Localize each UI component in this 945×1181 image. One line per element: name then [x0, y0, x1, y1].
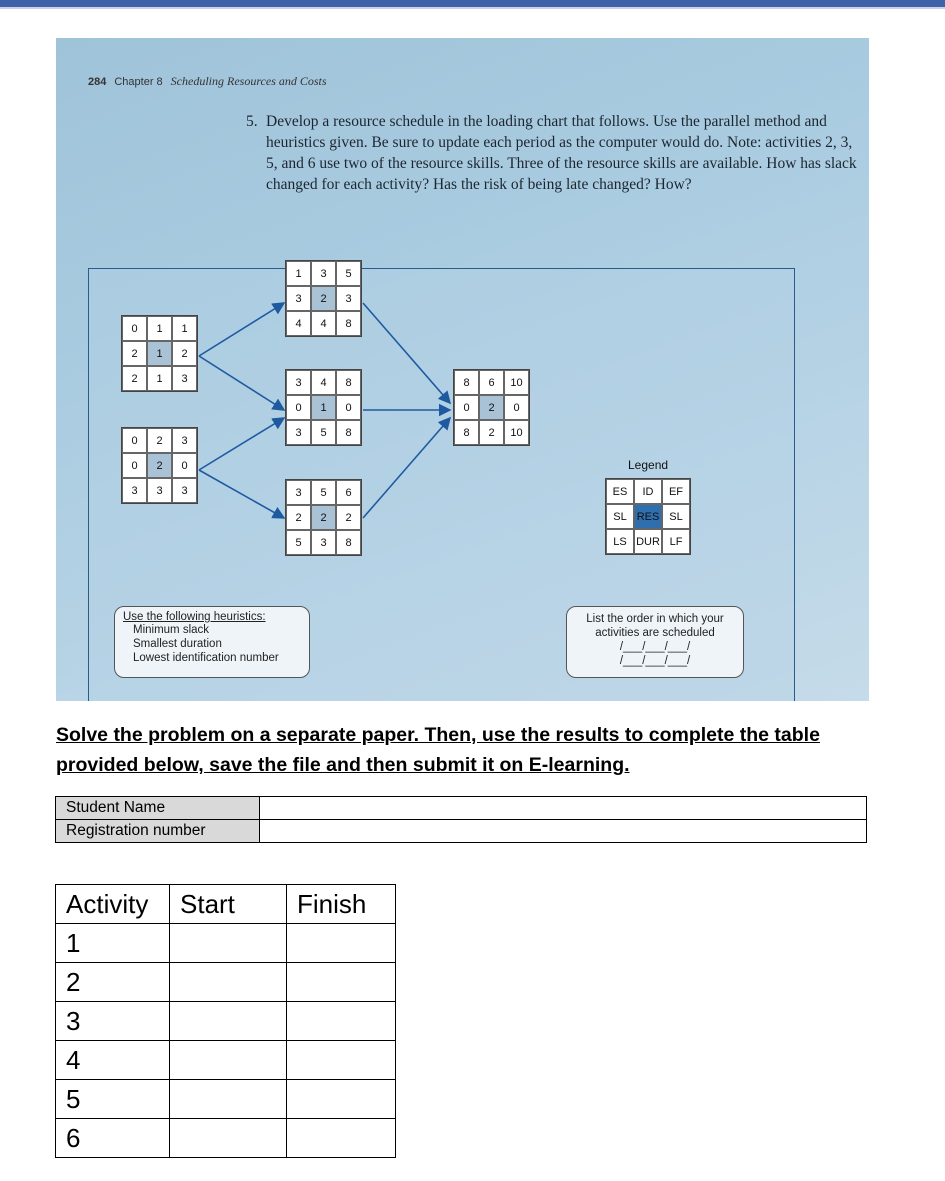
- activity-table: [55, 884, 396, 1158]
- node-cell: 3: [311, 261, 336, 286]
- finish-cell[interactable]: [287, 924, 396, 963]
- node-cell: 8: [336, 370, 361, 395]
- registration-number-label: Registration number: [56, 820, 260, 843]
- table-row: [56, 1080, 396, 1119]
- student-info-table: [55, 796, 867, 843]
- finish-cell[interactable]: [287, 963, 396, 1002]
- node-cell: 0: [122, 316, 147, 341]
- node-cell: 4: [286, 311, 311, 336]
- finish-cell[interactable]: [287, 1041, 396, 1080]
- arrow-1-3: [199, 303, 284, 356]
- arrow-1-4: [199, 356, 284, 410]
- table-row: [56, 963, 396, 1002]
- legend-cell: SL: [662, 504, 690, 529]
- activity-id: 5: [56, 1080, 170, 1119]
- start-cell[interactable]: [170, 963, 287, 1002]
- node-cell: 8: [336, 311, 361, 336]
- activity-id: 2: [56, 963, 170, 1002]
- node-cell-res: 2: [311, 505, 336, 530]
- finish-cell[interactable]: [287, 1080, 396, 1119]
- node-cell: 3: [172, 366, 197, 391]
- table-header-row: [56, 885, 396, 924]
- node-cell: 0: [336, 395, 361, 420]
- node-cell: 0: [504, 395, 529, 420]
- heuristic-item: Smallest duration: [133, 638, 222, 650]
- table-row: [56, 924, 396, 963]
- legend-cell: EF: [662, 479, 690, 504]
- instructions: Solve the problem on a separate paper. Then, use the results to complete the table provided below, save the file and then submit it on E-learning.: [56, 724, 820, 776]
- node-cell: 8: [454, 370, 479, 395]
- table-row: [56, 797, 867, 820]
- node-cell: 5: [311, 420, 336, 445]
- table-row: [56, 1119, 396, 1158]
- node-cell: 2: [286, 505, 311, 530]
- node-cell: 1: [286, 261, 311, 286]
- node-cell: 3: [286, 420, 311, 445]
- node-cell: 1: [147, 316, 172, 341]
- schedule-order-blank: /___/___/___/: [619, 641, 691, 653]
- node-cell-res: 1: [147, 341, 172, 366]
- book-chapter-title: Scheduling Resources and Costs: [170, 74, 327, 88]
- node-cell: 3: [172, 478, 197, 503]
- legend-cell: SL: [606, 504, 634, 529]
- header-activity: Activity: [56, 885, 170, 924]
- node-cell: 0: [122, 453, 147, 478]
- student-name-label: Student Name: [56, 797, 260, 820]
- node-cell: 5: [336, 261, 361, 286]
- node-cell: 8: [454, 420, 479, 445]
- problem-text: Develop a resource schedule in the loading chart that follows. Use the parallel method and heuristics given. Be sure to update each period as the computer would do. Note: activities 2, 3, 5, and 6 use two of the resource skills. Three of the resource skills are available. How has slack changed for each activity? Has the risk of being late changed? How?: [266, 113, 857, 193]
- node-cell: 2: [147, 428, 172, 453]
- node-cell: 3: [286, 370, 311, 395]
- schedule-order-box: [566, 606, 744, 678]
- header-finish: Finish: [287, 885, 396, 924]
- table-row: [56, 1041, 396, 1080]
- node-cell-res: 1: [311, 395, 336, 420]
- node-cell-res: 2: [311, 286, 336, 311]
- node-cell: 6: [479, 370, 504, 395]
- textbook-photo: [56, 38, 869, 701]
- node-cell: 4: [311, 311, 336, 336]
- legend-cell: LF: [662, 529, 690, 554]
- legend-box: [605, 478, 691, 555]
- activity-node-5: [285, 479, 362, 556]
- node-cell: 8: [336, 530, 361, 555]
- node-cell: 2: [122, 366, 147, 391]
- node-cell: 1: [172, 316, 197, 341]
- arrow-2-4: [199, 418, 284, 470]
- node-cell: 2: [172, 341, 197, 366]
- registration-number-field[interactable]: [260, 820, 867, 843]
- activity-id: 1: [56, 924, 170, 963]
- legend-cell-res: RES: [634, 504, 662, 529]
- arrow-2-5: [199, 470, 284, 518]
- schedule-order-blank: /___/___/___/: [619, 655, 691, 667]
- node-cell: 3: [286, 286, 311, 311]
- node-cell: 2: [479, 420, 504, 445]
- activity-node-3: [285, 260, 362, 337]
- legend-cell: DUR: [634, 529, 662, 554]
- node-cell: 0: [286, 395, 311, 420]
- node-cell: 3: [172, 428, 197, 453]
- node-cell: 10: [504, 420, 529, 445]
- header-start: Start: [170, 885, 287, 924]
- node-cell: 5: [286, 530, 311, 555]
- finish-cell[interactable]: [287, 1002, 396, 1041]
- node-cell: 3: [311, 530, 336, 555]
- table-row: [56, 1002, 396, 1041]
- problem-number: 5.: [246, 113, 258, 130]
- schedule-order-text: List the order in which your activities are scheduled: [586, 613, 724, 639]
- arrow-5-6: [363, 418, 450, 518]
- node-cell: 0: [122, 428, 147, 453]
- heuristic-item: Lowest identification number: [133, 652, 279, 664]
- activity-node-6: [453, 369, 530, 446]
- node-cell-res: 2: [479, 395, 504, 420]
- node-cell: 0: [172, 453, 197, 478]
- start-cell[interactable]: [170, 1119, 287, 1158]
- node-cell: 3: [336, 286, 361, 311]
- activity-id: 3: [56, 1002, 170, 1041]
- node-cell: 1: [147, 366, 172, 391]
- heuristics-box: [114, 606, 310, 678]
- node-cell: 2: [336, 505, 361, 530]
- node-cell: 2: [122, 341, 147, 366]
- node-cell: 6: [336, 480, 361, 505]
- activity-node-1: [121, 315, 198, 392]
- activity-id: 6: [56, 1119, 170, 1158]
- heuristic-item: Minimum slack: [133, 624, 210, 636]
- start-cell[interactable]: [170, 1041, 287, 1080]
- node-cell: 8: [336, 420, 361, 445]
- student-name-field[interactable]: [260, 797, 867, 820]
- start-cell[interactable]: [170, 1080, 287, 1119]
- node-cell: 3: [122, 478, 147, 503]
- activity-id: 4: [56, 1041, 170, 1080]
- top-accent-bar: [0, 0, 945, 7]
- node-cell: 3: [286, 480, 311, 505]
- node-cell: 4: [311, 370, 336, 395]
- start-cell[interactable]: [170, 924, 287, 963]
- node-cell: 0: [454, 395, 479, 420]
- legend-cell: ES: [606, 479, 634, 504]
- book-page-number: 284: [88, 76, 107, 88]
- node-cell: 10: [504, 370, 529, 395]
- arrow-3-6: [363, 303, 450, 403]
- legend-cell: LS: [606, 529, 634, 554]
- node-cell: 5: [311, 480, 336, 505]
- node-cell: 3: [147, 478, 172, 503]
- node-cell-res: 2: [147, 453, 172, 478]
- start-cell[interactable]: [170, 1002, 287, 1041]
- activity-node-4: [285, 369, 362, 446]
- top-accent-line: [0, 7, 945, 9]
- legend-title: Legend: [628, 458, 669, 472]
- legend-cell: ID: [634, 479, 662, 504]
- table-row: [56, 820, 867, 843]
- activity-node-2: [121, 427, 198, 504]
- finish-cell[interactable]: [287, 1119, 396, 1158]
- book-chapter: Chapter 8: [114, 76, 163, 88]
- heuristics-title: Use the following heuristics:: [123, 611, 266, 623]
